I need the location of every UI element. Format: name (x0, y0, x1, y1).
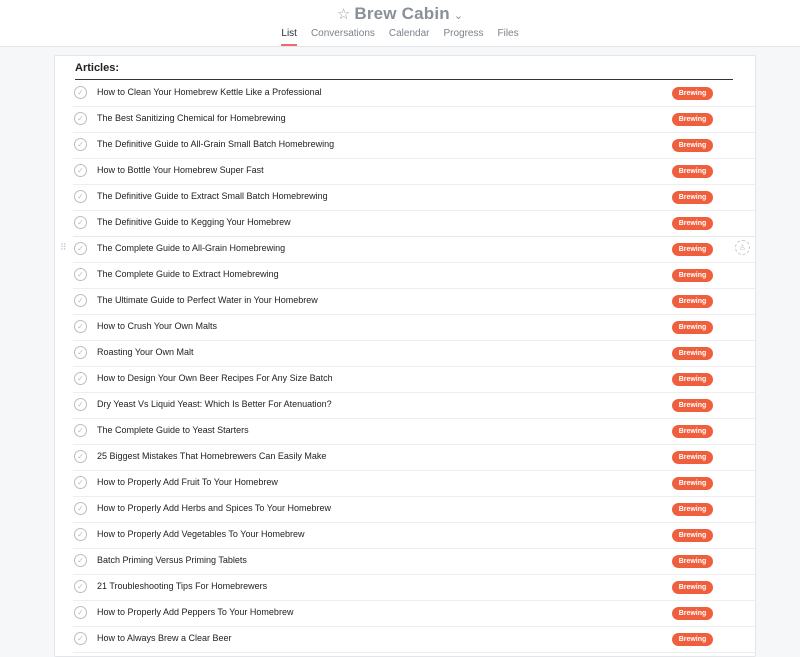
task-name[interactable]: How to Properly Add Vegetables To Your Homebrew (97, 529, 305, 539)
tag-badge[interactable]: Brewing (672, 87, 713, 100)
task-row[interactable] (73, 627, 755, 653)
checkmark-circle-icon[interactable]: ✓ (74, 580, 87, 593)
checkmark-circle-icon[interactable]: ✓ (74, 372, 87, 385)
tag-badge[interactable]: Brewing (672, 347, 713, 360)
task-row[interactable] (73, 185, 755, 211)
checkmark-circle-icon[interactable]: ✓ (74, 476, 87, 489)
checkmark-circle-icon[interactable]: ✓ (74, 554, 87, 567)
task-name[interactable]: The Definitive Guide to Kegging Your Homebrew (97, 217, 291, 227)
task-name[interactable]: The Definitive Guide to Extract Small Batch Homebrewing (97, 191, 328, 201)
section-header[interactable]: Articles: (75, 62, 733, 80)
task-row[interactable] (73, 601, 755, 627)
tab-calendar[interactable]: Calendar (388, 28, 430, 39)
tab-list[interactable]: List (281, 28, 297, 46)
checkmark-circle-icon[interactable]: ✓ (74, 320, 87, 333)
tag-badge[interactable]: Brewing (672, 399, 713, 412)
tag-badge[interactable]: Brewing (672, 373, 713, 386)
tag-badge[interactable]: Brewing (672, 269, 713, 282)
checkmark-circle-icon[interactable]: ✓ (74, 606, 87, 619)
task-row[interactable] (73, 523, 755, 549)
tag-badge[interactable]: Brewing (672, 243, 713, 256)
task-name[interactable]: The Ultimate Guide to Perfect Water in Your Homebrew (97, 295, 318, 305)
tag-badge[interactable]: Brewing (672, 555, 713, 568)
checkmark-circle-icon[interactable]: ✓ (74, 502, 87, 515)
task-row[interactable] (73, 81, 755, 107)
task-name[interactable]: How to Properly Add Herbs and Spices To Your Homebrew (97, 503, 331, 513)
drag-handle-icon[interactable]: ⠿ (60, 242, 66, 252)
task-list-panel (54, 55, 756, 657)
task-row[interactable] (73, 107, 755, 133)
task-name[interactable]: How to Always Brew a Clear Beer (97, 633, 232, 643)
tab-files[interactable]: Files (497, 28, 519, 39)
tab-progress[interactable]: Progress (443, 28, 484, 39)
checkmark-circle-icon[interactable]: ✓ (74, 86, 87, 99)
task-row[interactable] (73, 289, 755, 315)
tag-badge[interactable]: Brewing (672, 165, 713, 178)
checkmark-circle-icon[interactable]: ✓ (74, 164, 87, 177)
tag-badge[interactable]: Brewing (672, 477, 713, 490)
tag-badge[interactable]: Brewing (672, 503, 713, 516)
task-row[interactable] (73, 393, 755, 419)
checkmark-circle-icon[interactable]: ✓ (74, 398, 87, 411)
checkmark-circle-icon[interactable]: ✓ (74, 528, 87, 541)
checkmark-circle-icon[interactable]: ✓ (74, 138, 87, 151)
task-name[interactable]: The Best Sanitizing Chemical for Homebrewing (97, 113, 286, 123)
tag-badge[interactable]: Brewing (672, 321, 713, 334)
assignee-icon[interactable]: ♙ (735, 240, 750, 255)
tag-badge[interactable]: Brewing (672, 581, 713, 594)
checkmark-circle-icon[interactable]: ✓ (74, 216, 87, 229)
tag-badge[interactable]: Brewing (672, 191, 713, 204)
task-row[interactable] (73, 575, 755, 601)
task-name[interactable]: How to Clean Your Homebrew Kettle Like a Professional (97, 87, 322, 97)
chevron-down-icon[interactable]: ⌄ (453, 10, 464, 22)
task-name[interactable]: The Complete Guide to Extract Homebrewing (97, 269, 279, 279)
task-name[interactable]: How to Properly Add Peppers To Your Homebrew (97, 607, 294, 617)
task-row[interactable] (73, 159, 755, 185)
tag-badge[interactable]: Brewing (672, 217, 713, 230)
task-name[interactable]: 25 Biggest Mistakes That Homebrewers Can Easily Make (97, 451, 327, 461)
task-name[interactable]: Dry Yeast Vs Liquid Yeast: Which Is Better For Atenuation? (97, 399, 332, 409)
star-icon[interactable]: ☆ (336, 6, 351, 23)
task-row[interactable] (73, 497, 755, 523)
tag-badge[interactable]: Brewing (672, 295, 713, 308)
task-row[interactable] (73, 445, 755, 471)
task-name[interactable]: The Definitive Guide to All-Grain Small Batch Homebrewing (97, 139, 335, 149)
tag-badge[interactable]: Brewing (672, 607, 713, 620)
task-name[interactable]: How to Crush Your Own Malts (97, 321, 218, 331)
task-list (55, 81, 755, 653)
task-name[interactable]: How to Design Your Own Beer Recipes For Any Size Batch (97, 373, 333, 383)
tag-badge[interactable]: Brewing (672, 633, 713, 646)
checkmark-circle-icon[interactable]: ✓ (74, 190, 87, 203)
tag-badge[interactable]: Brewing (672, 139, 713, 152)
task-name[interactable]: 21 Troubleshooting Tips For Homebrewers (97, 581, 268, 591)
checkmark-circle-icon[interactable]: ✓ (74, 346, 87, 359)
task-row[interactable] (73, 263, 755, 289)
tab-bar (0, 28, 800, 46)
task-name[interactable]: The Complete Guide to All-Grain Homebrewing (97, 243, 286, 253)
task-row[interactable] (73, 549, 755, 575)
checkmark-circle-icon[interactable]: ✓ (74, 268, 87, 281)
task-row[interactable] (73, 419, 755, 445)
tab-conversations[interactable]: Conversations (310, 28, 375, 39)
checkmark-circle-icon[interactable]: ✓ (74, 424, 87, 437)
task-name[interactable]: How to Bottle Your Homebrew Super Fast (97, 165, 264, 175)
task-name[interactable]: The Complete Guide to Yeast Starters (97, 425, 249, 435)
task-row[interactable] (73, 341, 755, 367)
task-name[interactable]: Roasting Your Own Malt (97, 347, 194, 357)
checkmark-circle-icon[interactable]: ✓ (74, 294, 87, 307)
task-row[interactable] (73, 211, 755, 237)
tag-badge[interactable]: Brewing (672, 529, 713, 542)
task-row[interactable] (73, 471, 755, 497)
checkmark-circle-icon[interactable]: ✓ (74, 112, 87, 125)
checkmark-circle-icon[interactable]: ✓ (74, 632, 87, 645)
task-row[interactable] (73, 367, 755, 393)
task-row[interactable] (60, 236, 755, 263)
task-row[interactable] (73, 315, 755, 341)
project-header (0, 3, 800, 25)
tag-badge[interactable]: Brewing (672, 425, 713, 438)
checkmark-circle-icon[interactable]: ✓ (74, 242, 87, 255)
tag-badge[interactable]: Brewing (672, 113, 713, 126)
checkmark-circle-icon[interactable]: ✓ (74, 450, 87, 463)
top-bar (0, 0, 800, 47)
task-name[interactable]: Batch Priming Versus Priming Tablets (97, 555, 247, 565)
task-row[interactable] (73, 133, 755, 159)
task-name[interactable]: How to Properly Add Fruit To Your Homebrew (97, 477, 278, 487)
tag-badge[interactable]: Brewing (672, 451, 713, 464)
project-title[interactable]: Brew Cabin (354, 4, 450, 23)
